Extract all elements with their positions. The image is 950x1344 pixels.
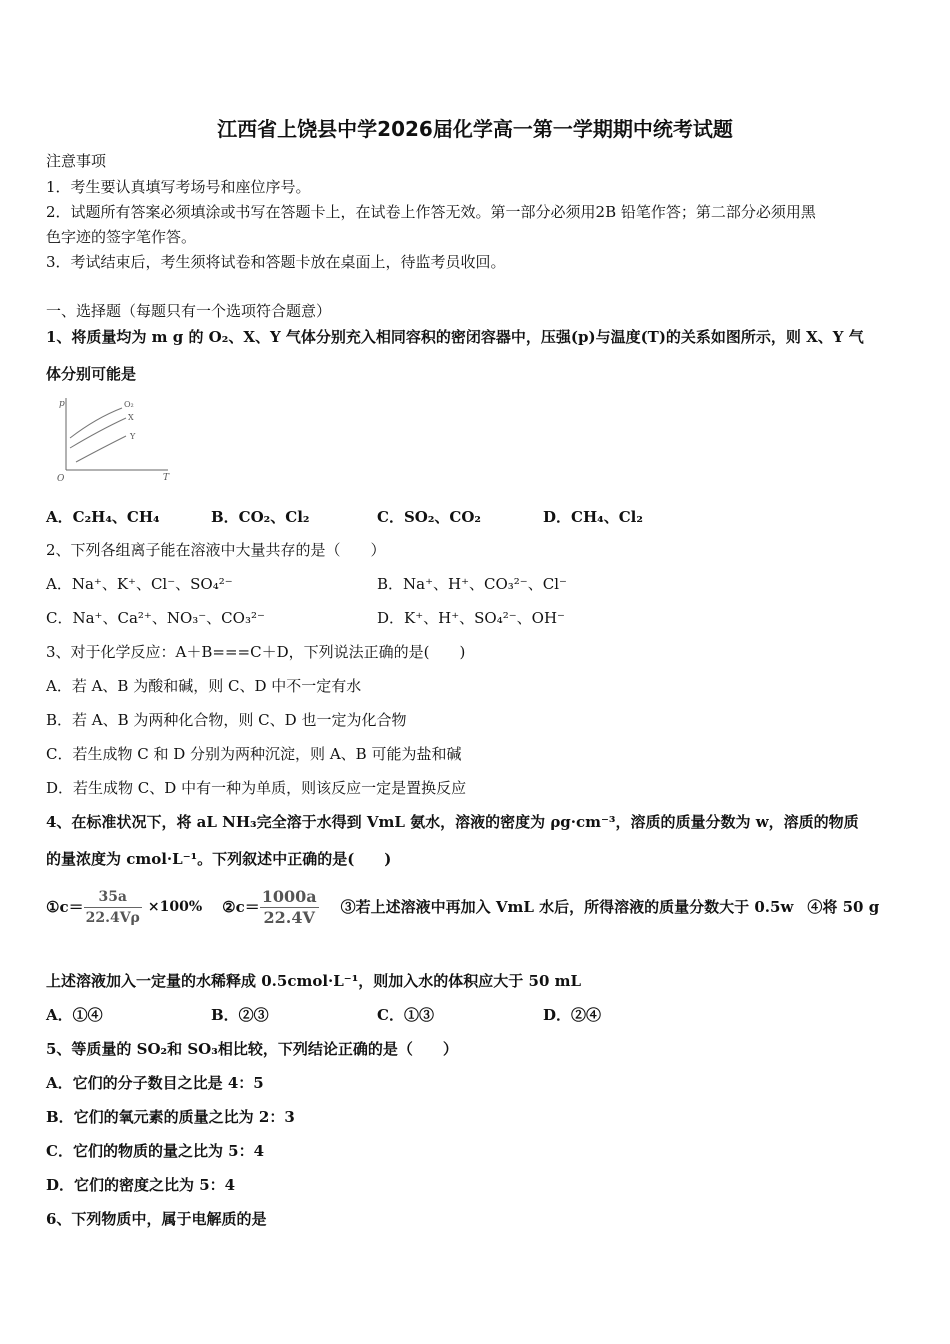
- option: B．Na⁺、H⁺、CO₃²⁻、Cl⁻: [377, 575, 567, 593]
- option: D．它们的密度之比为 5：4: [46, 1176, 236, 1194]
- option: B．CO₂、Cl₂: [211, 508, 310, 526]
- option: D．若生成物 C、D 中有一种为单质，则该反应一定是置换反应: [46, 779, 467, 797]
- q1-stem-cont: 体分别可能是: [46, 365, 137, 383]
- notice-item: 色字迹的签字笔作答。: [46, 228, 197, 246]
- notice-heading: 注意事项: [46, 152, 107, 170]
- pressure-temperature-graph: [44, 392, 179, 484]
- q5-stem: 5、等质量的 SO₂和 SO₃相比较，下列结论正确的是（ ）: [46, 1040, 458, 1058]
- option: A．①④: [46, 1006, 103, 1024]
- fraction-numerator: 1000a: [261, 886, 317, 906]
- option: C．若生成物 C 和 D 分别为两种沉淀，则 A、B 可能为盐和碱: [46, 745, 462, 763]
- fraction-denominator: 22.4V: [263, 907, 315, 927]
- fraction-numerator: 35a: [84, 887, 142, 908]
- notice-item: 3．考试结束后，考生须将试卷和答题卡放在桌面上，待监考员收回。: [46, 253, 506, 271]
- fraction-denominator: 22.4Vρ: [85, 909, 140, 926]
- option: A．它们的分子数目之比是 4：5: [46, 1074, 264, 1092]
- option: C．它们的物质的量之比为 5：4: [46, 1142, 265, 1160]
- curve-label: X: [128, 413, 134, 422]
- notice-item: 1．考生要认真填写考场号和座位序号。: [46, 178, 311, 196]
- option: C．①③: [377, 1006, 434, 1024]
- section-heading: 一、选择题（每题只有一个选项符合题意）: [46, 302, 332, 320]
- curve-label: O₂: [124, 400, 134, 409]
- option: C．SO₂、CO₂: [377, 508, 481, 526]
- option: A．Na⁺、K⁺、Cl⁻、SO₄²⁻: [46, 575, 233, 593]
- origin-label: O: [57, 474, 65, 484]
- notice-item: 2．试题所有答案必须填涂或书写在答题卡上，在试卷上作答无效。第一部分必须用2B 铅笔作答；第二部分必须用黑: [46, 203, 816, 221]
- page-title: 江西省上饶县中学2026届化学高一第一学期期中统考试题: [217, 117, 733, 141]
- option: B．它们的氧元素的质量之比为 2：3: [46, 1108, 295, 1126]
- q3-stem: 3、对于化学反应：A＋B===C＋D，下列说法正确的是( ): [46, 643, 466, 661]
- q4-stem: 4、在标准状况下，将 aL NH₃完全溶于水得到 VmL 氨水，溶液的密度为 ρg·cm⁻³，溶质的质量分数为 w，溶质的物质: [46, 813, 859, 831]
- option: B．若 A、B 为两种化合物，则 C、D 也一定为化合物: [46, 711, 407, 729]
- x-axis-label: T: [163, 473, 170, 483]
- option: D．②④: [543, 1006, 602, 1024]
- y-axis-label: p: [59, 399, 65, 409]
- fraction-2: [260, 887, 319, 928]
- q4-stem-cont: 的量浓度为 cmol·L⁻¹。下列叙述中正确的是( ): [46, 850, 392, 868]
- statement-4: ④将 50 g: [807, 898, 880, 916]
- statement-2-prefix: ②c＝: [222, 898, 260, 916]
- option: A．若 A、B 为酸和碱，则 C、D 中不一定有水: [46, 677, 362, 695]
- q6-stem: 6、下列物质中，属于电解质的是: [46, 1210, 267, 1228]
- option: D．K⁺、H⁺、SO₄²⁻、OH⁻: [377, 609, 565, 627]
- statement-1-prefix: ①c＝: [46, 898, 84, 916]
- option: D．CH₄、Cl₂: [543, 508, 643, 526]
- q1-stem: 1、将质量均为 m g 的 O₂、X、Y 气体分别充入相同容积的密闭容器中，压强(p)与温度(T)的关系如图所示，则 X、Y 气: [46, 328, 864, 346]
- option: A．C₂H₄、CH₄: [46, 508, 160, 526]
- q4-stem-cont: 上述溶液加入一定量的水稀释成 0.5cmol·L⁻¹，则加入水的体积应大于 50 mL: [46, 972, 582, 990]
- fraction-1: [84, 887, 142, 928]
- q2-stem: 2、下列各组离子能在溶液中大量共存的是（ ）: [46, 541, 386, 559]
- curve-label: Y: [130, 432, 136, 441]
- statement-1-suffix: ×100%: [147, 899, 203, 915]
- curve-x: [70, 418, 126, 448]
- q4-statements-row: [46, 884, 879, 930]
- option: B．②③: [211, 1006, 269, 1024]
- option: C．Na⁺、Ca²⁺、NO₃⁻、CO₃²⁻: [46, 609, 265, 627]
- statement-3: ③若上述溶液中再加入 VmL 水后，所得溶液的质量分数大于 0.5w: [340, 898, 794, 916]
